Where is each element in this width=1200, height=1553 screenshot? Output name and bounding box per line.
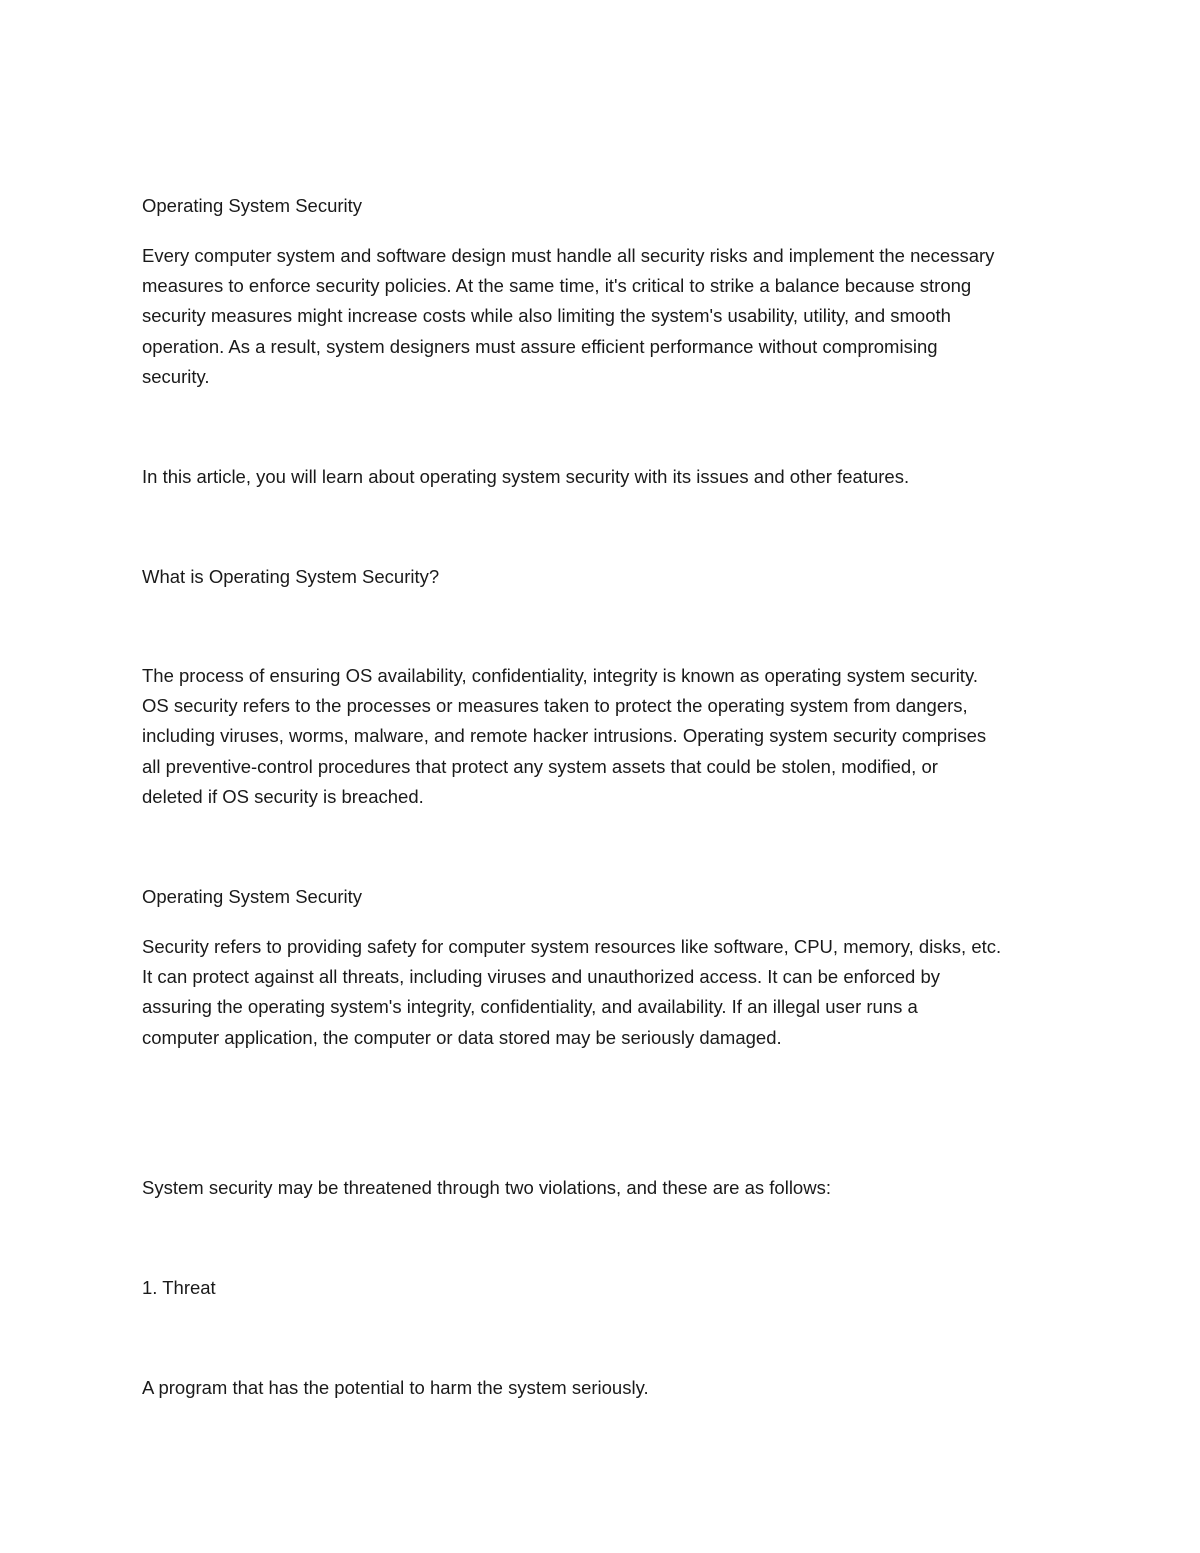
paragraph-line: including viruses, worms, malware, and remote hacker intrusions. Operating system security comprises — [142, 725, 987, 747]
paragraph-line: The process of ensuring OS availability, confidentiality, integrity is known as operating system security. — [142, 665, 978, 686]
section-heading: What is Operating System Security? — [142, 566, 440, 587]
intro-paragraph — [142, 241, 1062, 392]
paragraph-line: Security refers to providing safety for computer system resources like software, CPU, memory, disks, etc. — [142, 936, 1002, 957]
list-item: 1. Threat — [142, 1277, 216, 1298]
paragraph-line: security measures might increase costs while also limiting the system's usability, utility, and smooth — [142, 305, 951, 327]
threat-definition: A program that has the potential to harm the system seriously. — [142, 1377, 649, 1398]
definition-paragraph — [142, 661, 1062, 812]
paragraph-line: computer application, the computer or data stored may be seriously damaged. — [142, 1026, 782, 1048]
article-note: In this article, you will learn about operating system security with its issues and other features. — [142, 466, 910, 487]
paragraph-line: all preventive-control procedures that protect any system assets that could be stolen, modified, or — [142, 755, 938, 777]
violations-intro: System security may be threatened through two violations, and these are as follows: — [142, 1177, 831, 1198]
section-heading: Operating System Security — [142, 886, 363, 907]
paragraph-line: measures to enforce security policies. At the same time, it's critical to strike a balance because strong — [142, 275, 972, 297]
paragraph-line: OS security refers to the processes or measures taken to protect the operating system from dangers, — [142, 695, 968, 717]
paragraph-line: Every computer system and software design must handle all security risks and implement the necessary — [142, 245, 995, 266]
paragraph-line: security. — [142, 365, 210, 387]
section-heading: Operating System Security — [142, 195, 363, 216]
paragraph-line: deleted if OS security is breached. — [142, 785, 424, 807]
security-paragraph — [142, 932, 1062, 1053]
paragraph-line: operation. As a result, system designers must assure efficient performance without compromising — [142, 335, 938, 357]
paragraph-line: It can protect against all threats, including viruses and unauthorized access. It can be enforced by — [142, 966, 941, 988]
paragraph-line: assuring the operating system's integrity, confidentiality, and availability. If an illegal user runs a — [142, 996, 918, 1018]
